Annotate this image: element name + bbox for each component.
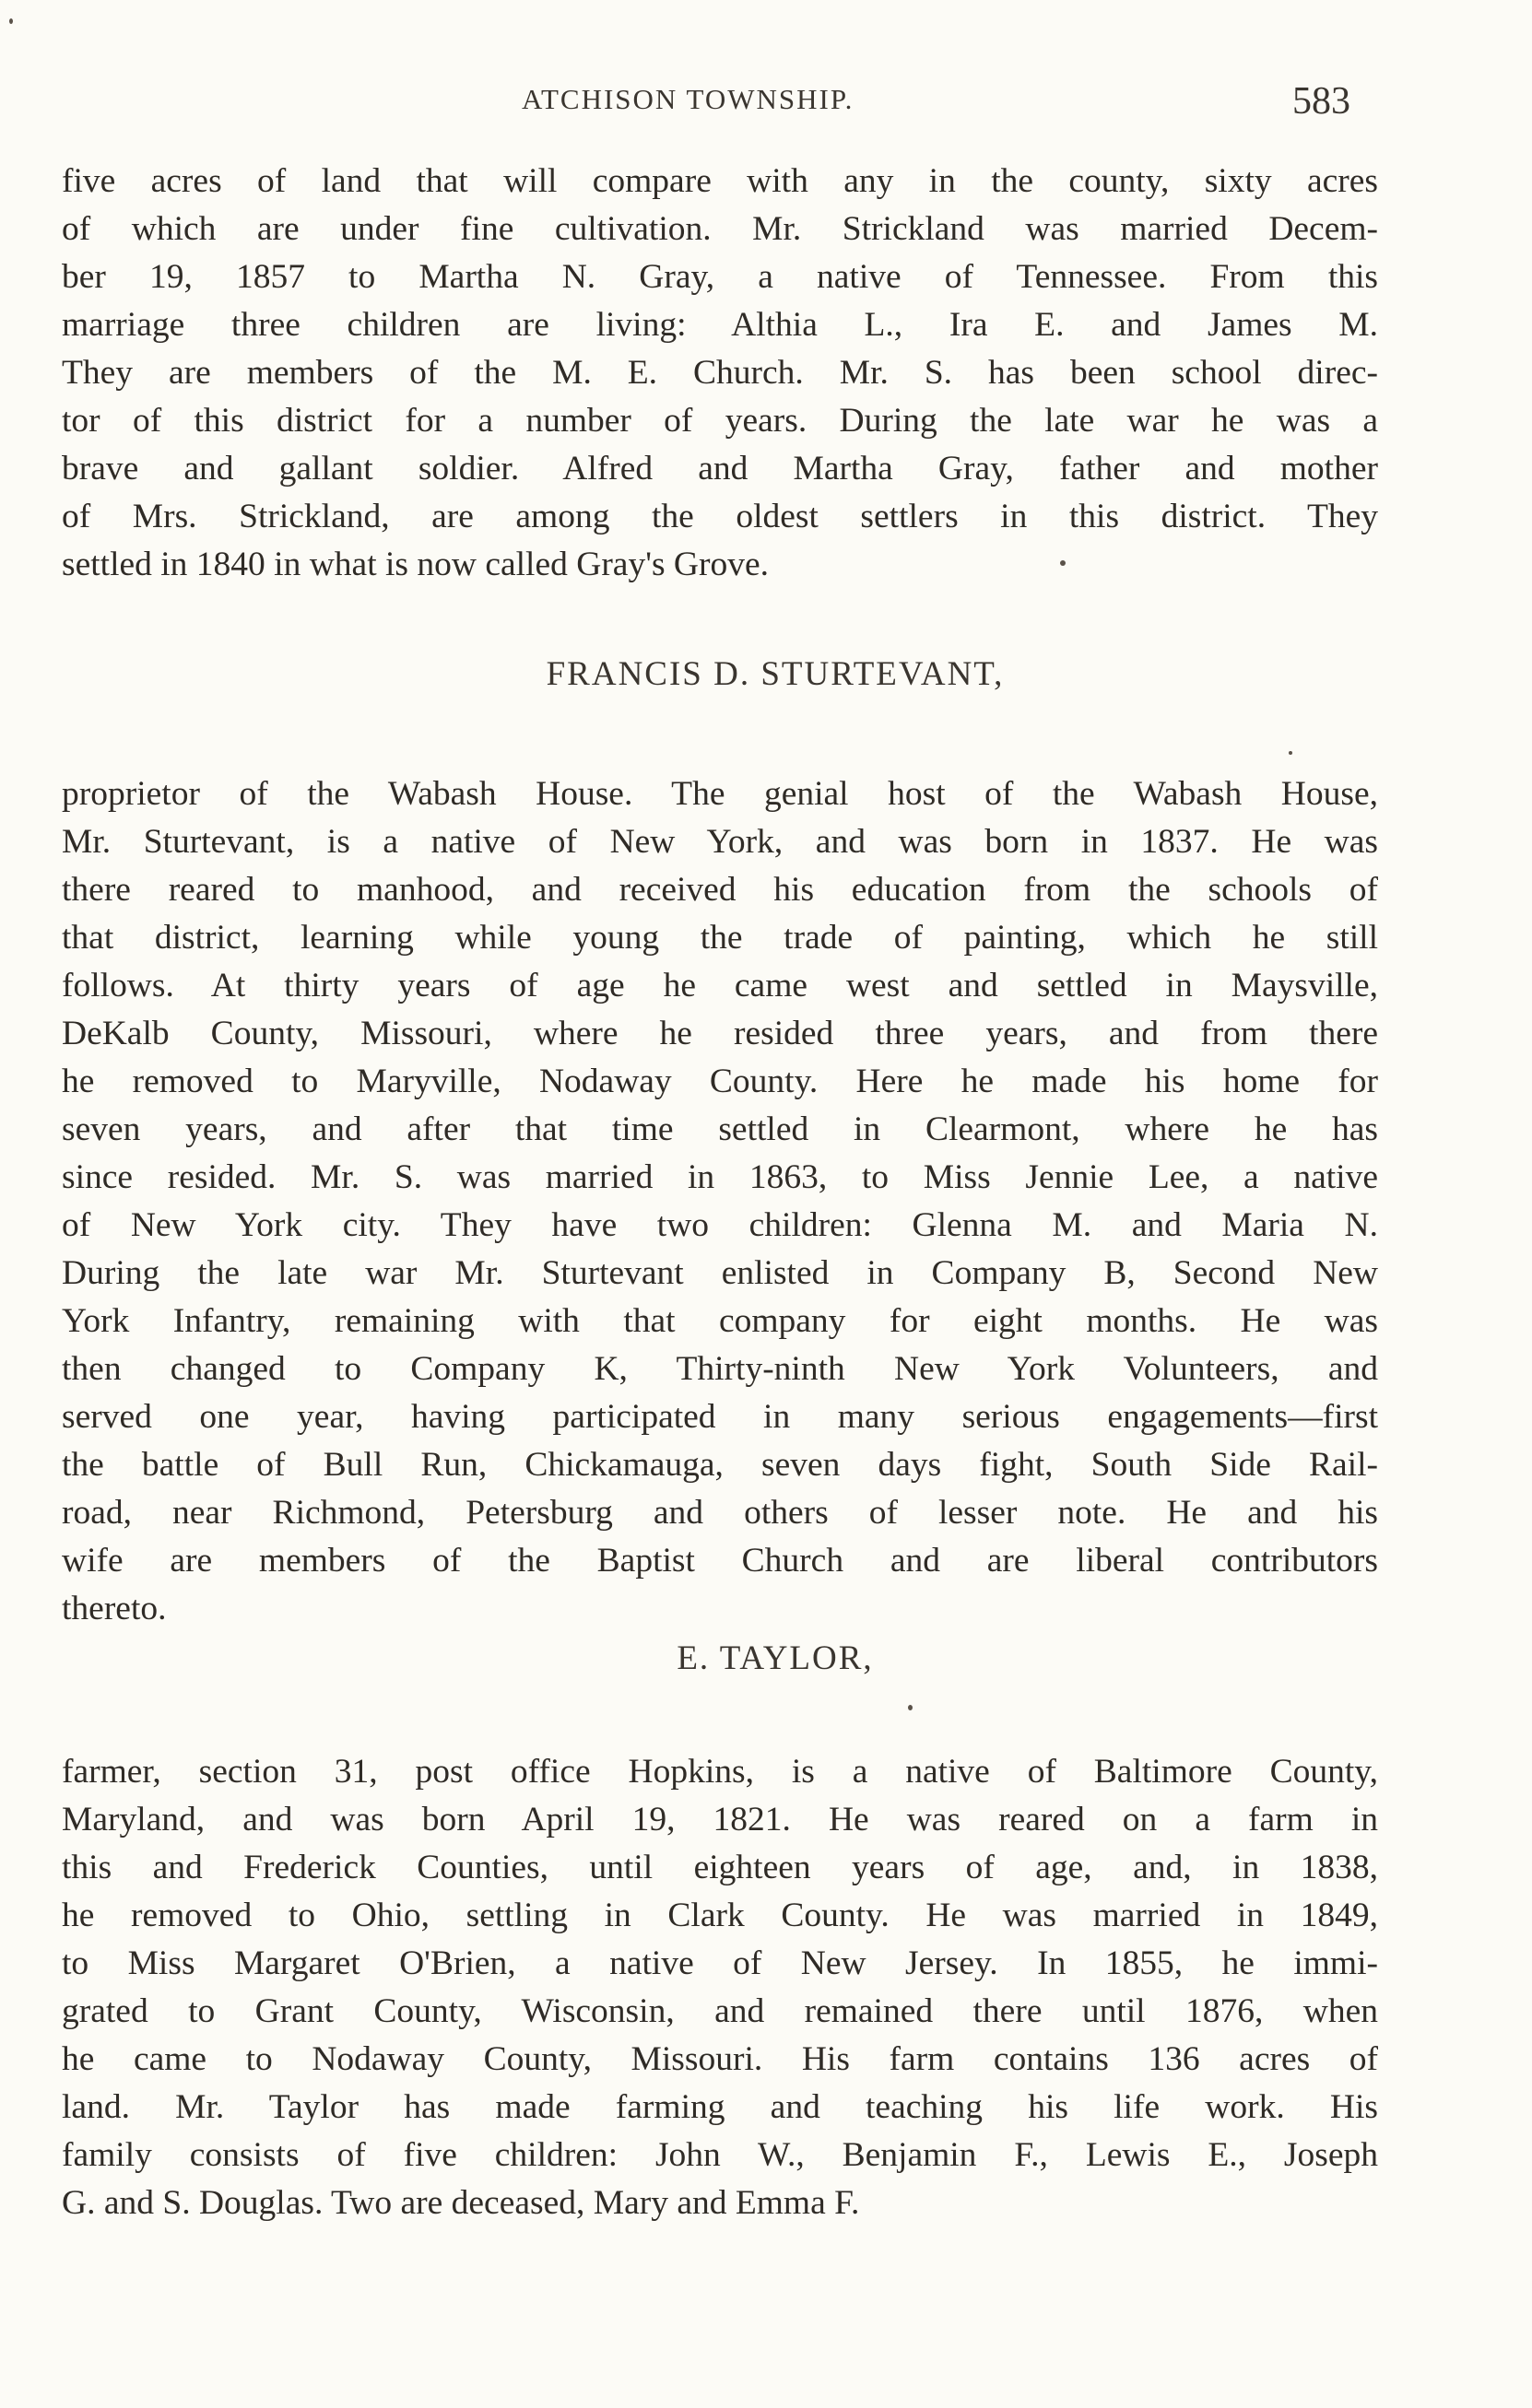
text-line: grated to Grant County, Wisconsin, and remained there until 1876, when	[62, 1992, 1378, 2030]
text-line: land. Mr. Taylor has made farming and teaching his life work. His	[62, 2088, 1378, 2126]
text-line: the battle of Bull Run, Chickamauga, seven days fight, South Side Rail-	[62, 1446, 1378, 1484]
text-line: thereto.	[62, 1590, 167, 1627]
text-line: Maryland, and was born April 19, 1821. He was reared on a farm in	[62, 1801, 1378, 1838]
text-line: follows. At thirty years of age he came west and settled in Maysville,	[62, 967, 1378, 1004]
text-line: he removed to Ohio, settling in Clark County. He was married in 1849,	[62, 1897, 1378, 1934]
text-line: five acres of land that will compare with any in the county, sixty acres	[62, 162, 1378, 200]
text-line: Mr. Sturtevant, is a native of New York, and was born in 1837. He was	[62, 823, 1378, 861]
text-line: to Miss Margaret O'Brien, a native of New Jersey. In 1855, he immi-	[62, 1944, 1378, 1982]
text-line: of Mrs. Strickland, are among the oldest settlers in this district. They	[62, 498, 1378, 535]
sturtevant-paragraph	[62, 770, 1378, 1633]
text-line: farmer, section 31, post office Hopkins, is a native of Baltimore County,	[62, 1753, 1378, 1791]
running-head	[0, 79, 1532, 125]
taylor-paragraph	[62, 1748, 1378, 2227]
text-line: marriage three children are living: Althia L., Ira E. and James M.	[62, 306, 1378, 344]
text-line: he removed to Maryville, Nodaway County. Here he made his home for	[62, 1063, 1378, 1100]
text-line: settled in 1840 in what is now called Gray's Grove.	[62, 546, 770, 583]
text-line: tor of this district for a number of years. During the late war he was a	[62, 402, 1378, 440]
text-line: ber 19, 1857 to Martha N. Gray, a native of Tennessee. From this	[62, 258, 1378, 296]
text-line: York Infantry, remaining with that company for eight months. He was	[62, 1302, 1378, 1340]
running-title: ATCHISON TOWNSHIP.	[522, 83, 854, 115]
page-number: 583	[1292, 80, 1350, 123]
text-line: They are members of the M. E. Church. Mr. S. has been school direc-	[62, 354, 1378, 392]
text-line: G. and S. Douglas. Two are deceased, Mary and Emma F.	[62, 2184, 860, 2222]
text-line: road, near Richmond, Petersburg and others of lesser note. He and his	[62, 1494, 1378, 1532]
text-line: DeKalb County, Missouri, where he resided three years, and from there	[62, 1015, 1378, 1052]
text-line: of which are under fine cultivation. Mr. Strickland was married Decem-	[62, 210, 1378, 248]
text-line: served one year, having participated in many serious engagements—first	[62, 1398, 1378, 1436]
text-line: of New York city. They have two children: Glenna M. and Maria N.	[62, 1206, 1378, 1244]
section-heading-taylor: E. TAYLOR,	[677, 1639, 874, 1677]
text-line: brave and gallant soldier. Alfred and Martha Gray, father and mother	[62, 450, 1378, 487]
ink-speck	[1289, 751, 1292, 755]
text-line: seven years, and after that time settled in Clearmont, where he has	[62, 1110, 1378, 1148]
strickland-paragraph	[62, 158, 1378, 589]
text-line: proprietor of the Wabash House. The genial host of the Wabash House,	[62, 775, 1378, 813]
text-line: then changed to Company K, Thirty-ninth New York Volunteers, and	[62, 1350, 1378, 1388]
ink-speck	[1060, 560, 1066, 566]
text-line: During the late war Mr. Sturtevant enlisted in Company B, Second New	[62, 1254, 1378, 1292]
ink-speck	[908, 1705, 913, 1710]
ink-speck	[9, 18, 13, 24]
text-line: family consists of five children: John W., Benjamin F., Lewis E., Joseph	[62, 2136, 1378, 2174]
text-line: that district, learning while young the trade of painting, which he still	[62, 919, 1378, 957]
section-heading-sturtevant: FRANCIS D. STURTEVANT,	[546, 655, 1005, 693]
text-line: he came to Nodaway County, Missouri. His farm contains 136 acres of	[62, 2040, 1378, 2078]
text-line: wife are members of the Baptist Church and are liberal contributors	[62, 1542, 1378, 1580]
text-line: this and Frederick Counties, until eighteen years of age, and, in 1838,	[62, 1849, 1378, 1886]
text-line: there reared to manhood, and received his education from the schools of	[62, 871, 1378, 909]
text-line: since resided. Mr. S. was married in 1863, to Miss Jennie Lee, a native	[62, 1158, 1378, 1196]
